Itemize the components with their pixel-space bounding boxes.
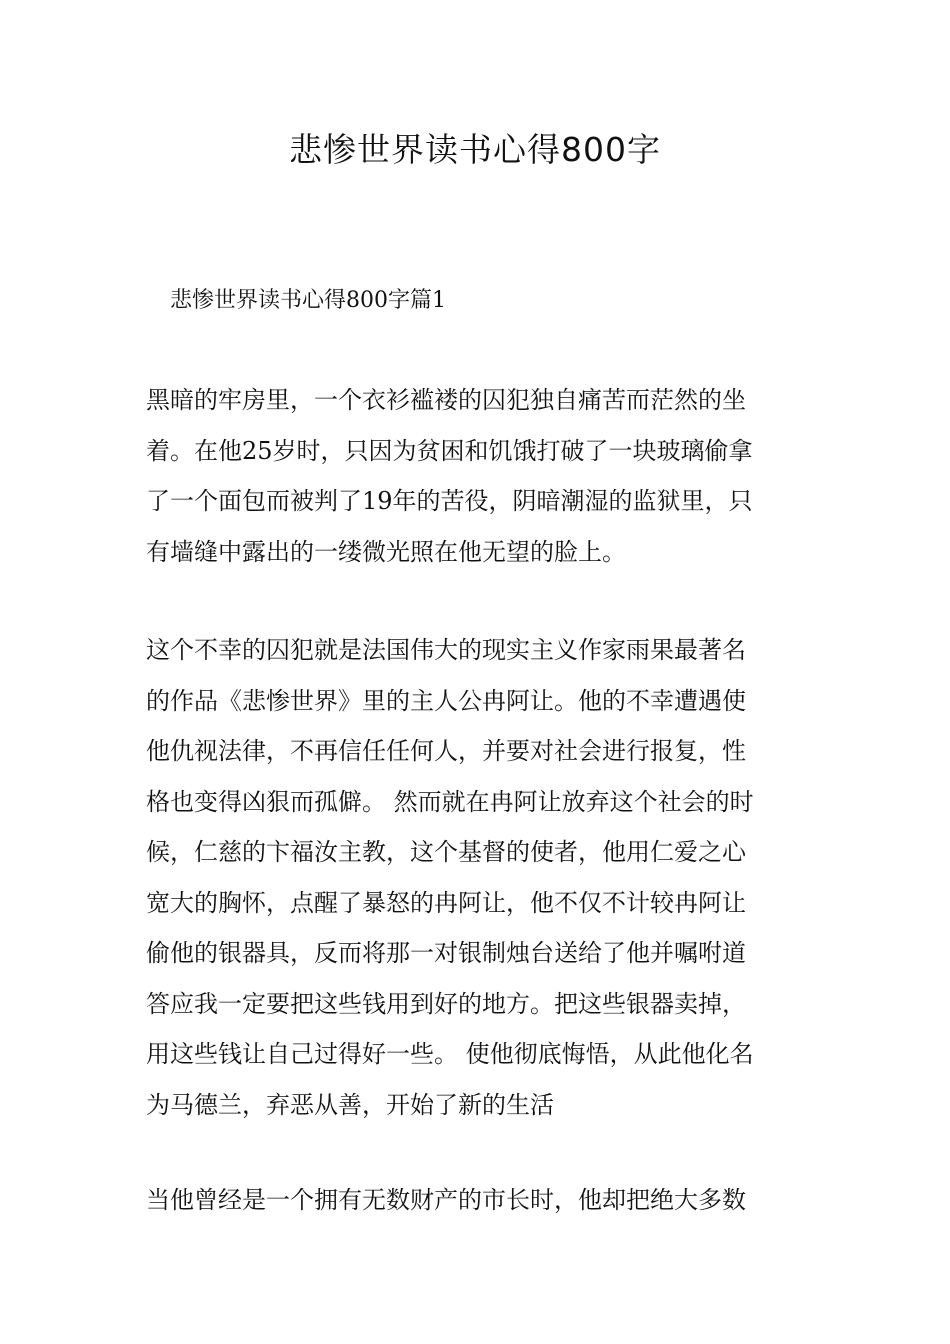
paragraph-line: 的作品《悲惨世界》里的主人公冉阿让。他的不幸遭遇使 bbox=[146, 686, 746, 715]
paragraph-line: 用这些钱让自己过得好一些。 使他彻底悔悟，从此他化名 bbox=[146, 1040, 754, 1068]
paragraph-line: 这个不幸的囚犯就是法国伟大的现实主义作家雨果最著名 bbox=[146, 636, 746, 664]
paragraph-line: 答应我一定要把这些钱用到好的地方。把这些银器卖掉， bbox=[146, 989, 746, 1018]
paragraph-line: 了一个面包而被判了19年的苦役，阴暗潮湿的监狱里，只 bbox=[146, 487, 753, 515]
paragraph-line: 为马德兰，弃恶从善，开始了新的生活 bbox=[146, 1090, 554, 1119]
paragraph-line: 宽大的胸怀，点醒了暴怒的冉阿让，他不仅不计较冉阿让 bbox=[146, 888, 746, 917]
section-heading: 悲惨世界读书心得800字篇1 bbox=[170, 288, 446, 313]
paragraph-1 bbox=[146, 375, 808, 577]
paragraph-line: 他仇视法律，不再信任任何人，并要对社会进行报复，性 bbox=[146, 737, 746, 765]
paragraph-line: 候，仁慈的卞福汝主教，这个基督的使者，他用仁爱之心 bbox=[146, 838, 746, 866]
paragraph-line: 着。在他25岁时，只因为贫困和饥饿打破了一块玻璃偷拿 bbox=[146, 436, 753, 465]
paragraph-2 bbox=[146, 625, 808, 1130]
paragraph-line: 格也变得凶狠而孤僻。 然而就在冉阿让放弃这个社会的时 bbox=[146, 787, 754, 816]
paragraph-3 bbox=[146, 1175, 808, 1226]
paragraph-line: 偷他的银器具，反而将那一对银制烛台送给了他并嘱咐道 bbox=[146, 939, 746, 967]
document-title: 悲惨世界读书心得800字 bbox=[289, 130, 661, 169]
paragraph-line: 有墙缝中露出的一缕微光照在他无望的脸上。 bbox=[146, 537, 626, 566]
paragraph-line: 当他曾经是一个拥有无数财产的市长时，他却把绝大多数 bbox=[146, 1186, 746, 1214]
paragraph-line: 黑暗的牢房里，一个衣衫褴褛的囚犯独自痛苦而茫然的坐 bbox=[146, 386, 746, 414]
